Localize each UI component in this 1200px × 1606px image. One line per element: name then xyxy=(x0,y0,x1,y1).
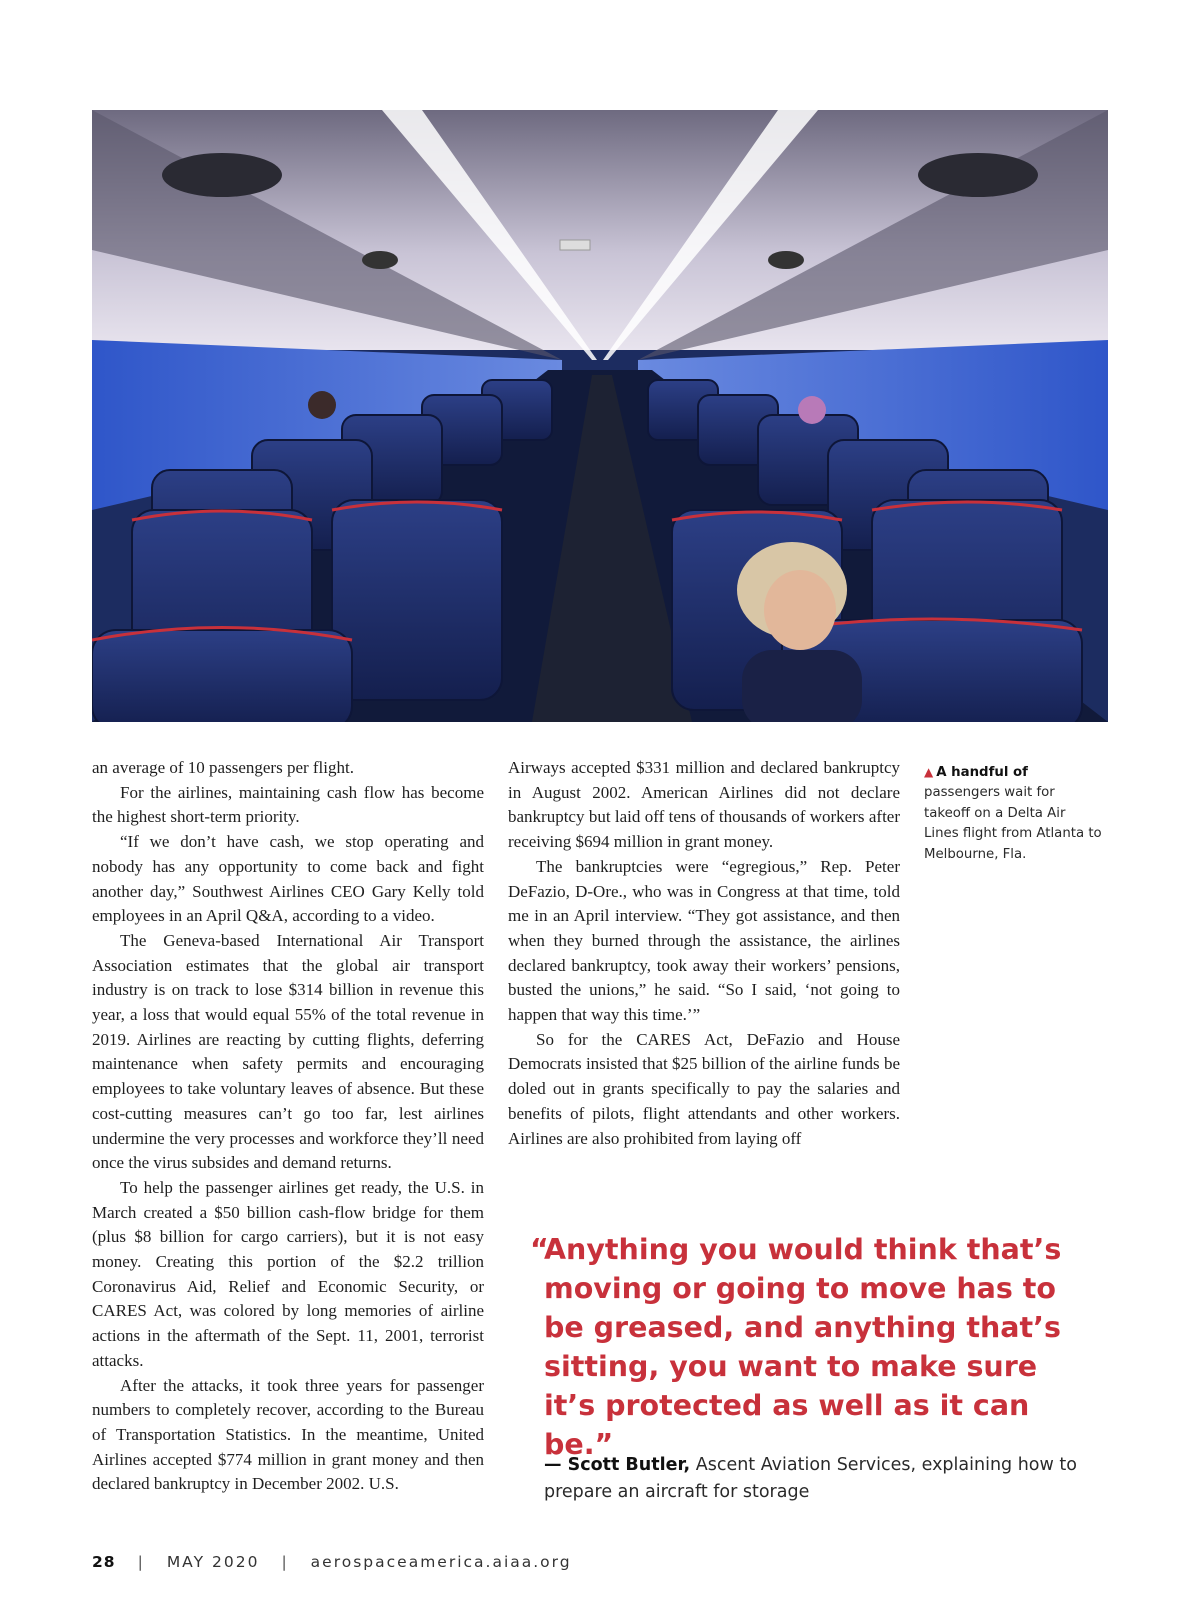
photo-caption xyxy=(924,762,1104,865)
website-url: aerospaceamerica.aiaa.org xyxy=(310,1553,572,1571)
pull-quote xyxy=(530,1230,1084,1464)
footer-separator: | xyxy=(137,1553,145,1571)
red-triangle-icon: ▲ xyxy=(924,765,934,779)
paragraph: “If we don’t have cash, we stop operating and nobody has any opportunity to come back and fight another day,” Southwest Airlines CEO Gary Kelly told employees in an April Q&A, according to a video. xyxy=(92,832,484,926)
paragraph: After the attacks, it took three years for passenger numbers to completely recover, according to the Bureau of Transportation Statistics. In the meantime, United Airlines accepted $774 million in grant money and then declared bankruptcy in December 2002. U.S. xyxy=(92,1375,484,1494)
pull-quote-text: Anything you would think that’s moving or going to move has to be greased, and anything that’s sitting, you want to make sure it’s protected as well as it can be.” xyxy=(544,1233,1062,1461)
attribution-name: — Scott Butler, xyxy=(544,1455,691,1475)
article-column-1 xyxy=(92,756,484,1497)
paragraph: an average of 10 passengers per flight. xyxy=(92,758,354,777)
caption-text: passengers wait for takeoff on a Delta Air Lines flight from Atlanta to Melbourne, Fla. xyxy=(924,785,1102,862)
page-number: 28 xyxy=(92,1553,116,1571)
paragraph: So for the CARES Act, DeFazio and House Democrats insisted that $25 billion of the airline funds be doled out in grants specifically to pay the salaries and benefits of pilots, flight attendants and other workers. Airlines are also prohibited from laying off xyxy=(508,1029,900,1148)
open-quote-mark: “ xyxy=(530,1233,549,1266)
pull-quote-attribution xyxy=(544,1452,1084,1506)
article-column-2 xyxy=(508,756,900,1151)
page-footer xyxy=(92,1551,572,1573)
caption-lead: A handful of xyxy=(936,765,1028,780)
paragraph: The Geneva-based International Air Transport Association estimates that the global air transport industry is on track to lose $314 billion in revenue this year, a loss that would equal 55% of the total revenue in 2019. Airlines are reacting by cutting flights, deferring maintenance when safety permits and encouraging employees to take voluntary leaves of absence. But these cost-cutting measures can’t go too far, lest airlines undermine the very processes and workforce they’ll need once the virus subsides and demand returns. xyxy=(92,930,484,1173)
paragraph: The bankruptcies were “egregious,” Rep. Peter DeFazio, D-Ore., who was in Congress at that time, told me in an April interview. “They got assistance, and then when they burned through the assistance, the airlines declared bankruptcy, took away their workers’ pensions, busted the unions,” he said. “So I said, ‘not going to happen that way this time.’” xyxy=(508,856,900,1025)
paragraph: For the airlines, maintaining cash flow has become the highest short-term priority. xyxy=(92,782,484,827)
paragraph: Airways accepted $331 million and declared bankruptcy in August 2002. American Airlines did not declare bankruptcy but laid off tens of thousands of workers after receiving $694 million in grant money. xyxy=(508,758,900,852)
paragraph: To help the passenger airlines get ready, the U.S. in March created a $50 billion cash-flow bridge for them (plus $8 billion for cargo carriers), but it is not easy money. Creating this portion of the $2.2 trillion Coronavirus Aid, Relief and Economic Security, or CARES Act, was colored by long memories of airline actions in the aftermath of the Sept. 11, 2001, terrorist attacks. xyxy=(92,1177,484,1370)
cabin-photo xyxy=(92,110,1108,722)
cabin-illustration xyxy=(92,110,1108,722)
footer-separator: | xyxy=(281,1553,289,1571)
issue-date: MAY 2020 xyxy=(166,1553,260,1571)
attribution-detail: Ascent Aviation Services, explaining how to prepare an aircraft for storage xyxy=(544,1455,1077,1502)
